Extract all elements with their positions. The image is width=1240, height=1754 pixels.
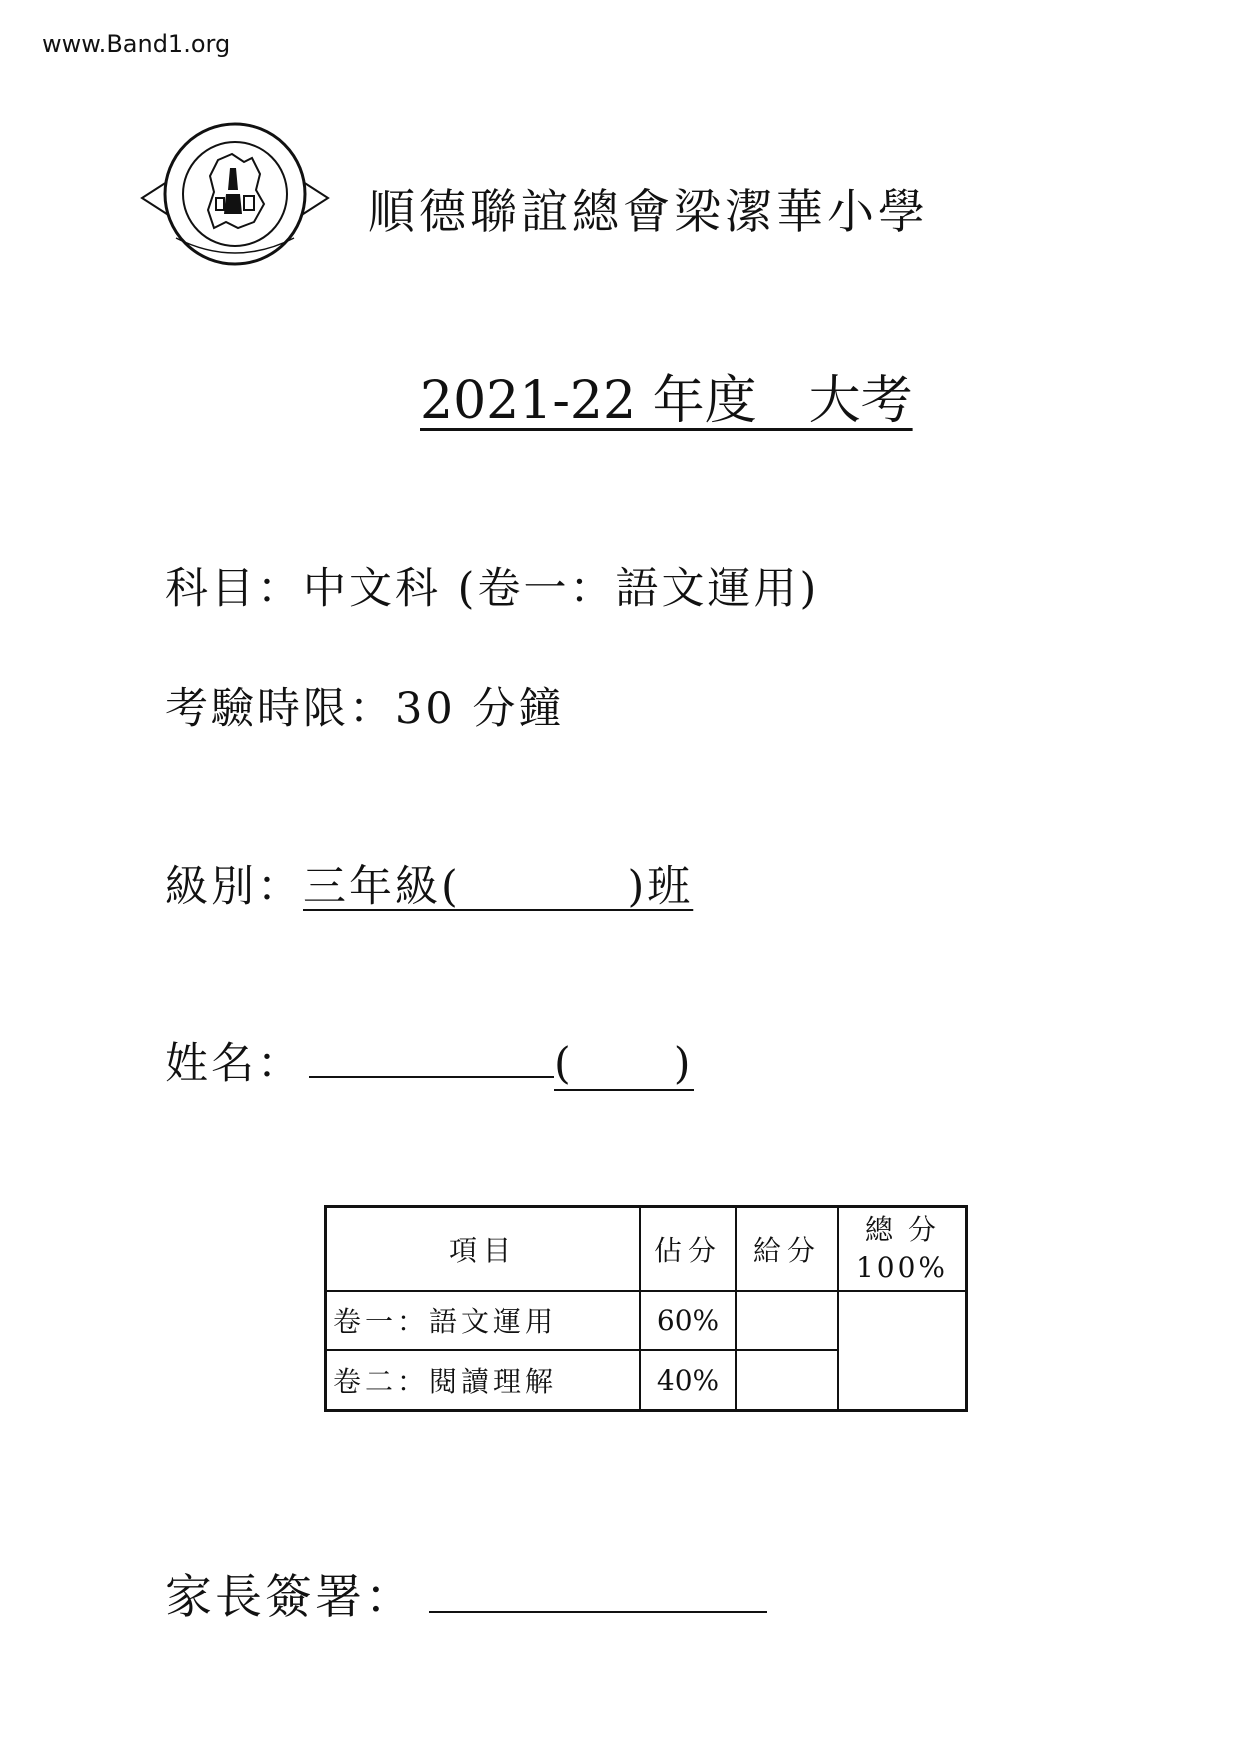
header-item: 項目	[326, 1207, 641, 1291]
header-total: 總 分 100%	[838, 1207, 967, 1291]
class-field[interactable]: 三年級( )班	[303, 862, 694, 912]
watermark: www.Band1.org	[42, 30, 231, 58]
time-limit-label: 考驗時限：	[165, 684, 395, 734]
table-row	[326, 1291, 967, 1351]
row-weight: 60%	[640, 1291, 736, 1351]
school-name: 順德聯誼總會梁潔華小學	[368, 185, 929, 240]
row-item: 卷一：語文運用	[326, 1291, 641, 1351]
total-score-cell[interactable]	[838, 1291, 967, 1411]
subject-value: 中文科 (卷一：語文運用)	[303, 564, 820, 614]
row-weight: 40%	[640, 1350, 736, 1410]
header-given: 給分	[736, 1207, 838, 1291]
row-given-score[interactable]	[736, 1350, 838, 1410]
subject-label: 科目：	[165, 564, 303, 614]
row-given-score[interactable]	[736, 1291, 838, 1351]
subject-row	[165, 555, 819, 616]
row-item: 卷二：閱讀理解	[326, 1350, 641, 1410]
class-label: 級別：	[165, 862, 303, 912]
exam-title: 2021-22 年度 大考	[420, 371, 913, 431]
name-label: 姓名：	[165, 1039, 303, 1089]
header-weight: 佔分	[640, 1207, 736, 1291]
parent-signature-line[interactable]	[429, 1575, 767, 1613]
time-limit-value: 30 分鐘	[395, 684, 565, 734]
parent-signature-row	[165, 1560, 767, 1627]
time-limit-row	[165, 675, 564, 736]
school-logo	[140, 118, 330, 266]
class-number-field[interactable]: ( )	[554, 1039, 694, 1089]
name-row	[165, 1030, 694, 1091]
class-row	[165, 853, 693, 914]
score-table	[324, 1205, 968, 1412]
name-blank-line[interactable]	[309, 1036, 554, 1078]
parent-signature-label: 家長簽署：	[165, 1570, 415, 1625]
